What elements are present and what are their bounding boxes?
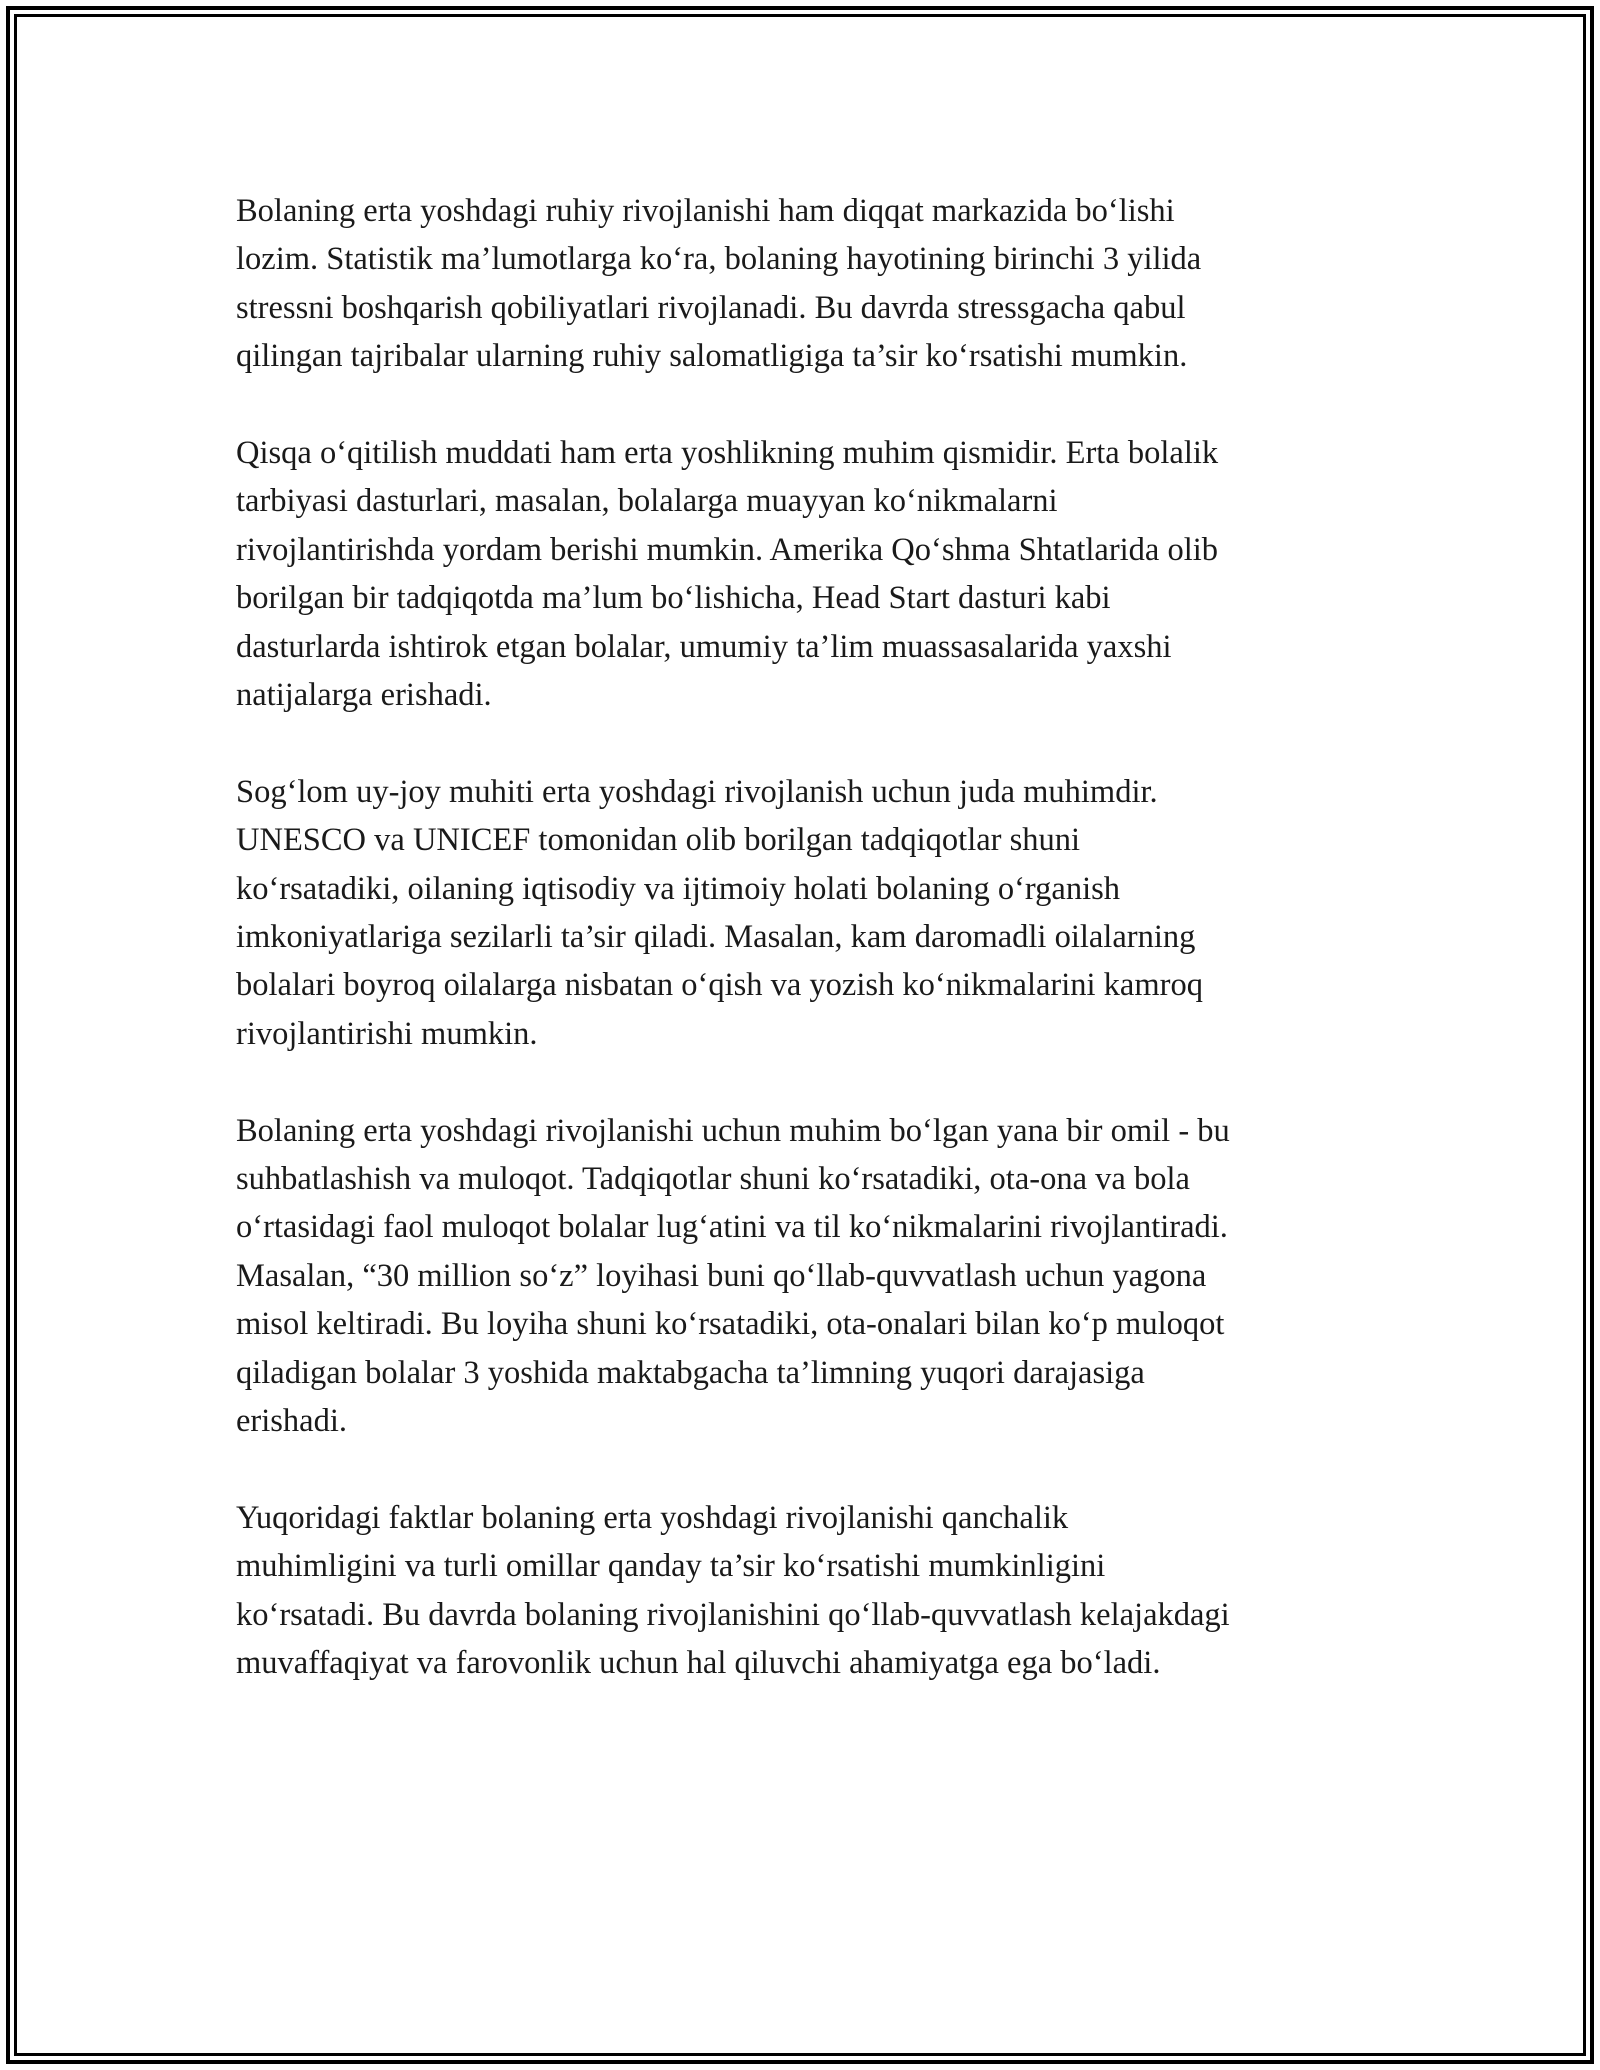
paragraph-5: Yuqoridagi faktlar bolaning erta yoshdagi rivojlanishi qanchalik muhimligini va turli omillar qanday ta’sir ko‘rsatishi mumkinligini ko‘rsatadi. Bu davrda bolaning rivojlanishini qo‘llab-quvvatlash kelajakdagi muvaffaqiyat va farovonlik uchun hal qiluvchi ahamiyatga ega bo‘ladi. (236, 1499, 1230, 1682)
paragraph-3: Sog‘lom uy-joy muhiti erta yoshdagi rivojlanish uchun juda muhimdir. UNESCO va UNICEF tomonidan olib borilgan tadqiqotlar shuni ko‘rsatadiki, oilaning iqtisodiy va ijtimoiy holati bolaning o‘rganish imkoniyatlariga sezilarli ta’sir qiladi. Masalan, kam daromadli oilalarning bolalari boyroq oilalarga nisbatan o‘qish va yozish ko‘nikmalarini kamroq rivojlantirishi mumkin. (236, 773, 1203, 1052)
paragraph-2: Qisqa o‘qitilish muddati ham erta yoshlikning muhim qismidir. Erta bolalik tarbiyasi dasturlari, masalan, bolalarga muayyan ko‘nikmalarni rivojlantirishda yordam berishi mumkin. Amerika Qo‘shma Shtatlarida olib borilgan bir tadqiqotda ma’lum bo‘lishicha, Head Start dasturi kabi dasturlarda ishtirok etgan bolalar, umumiy ta’lim muassasalarida yaxshi natijalarga erishadi. (236, 435, 1219, 714)
document-body (236, 187, 1366, 1736)
paragraph-4: Bolaning erta yoshdagi rivojlanishi uchun muhim bo‘lgan yana bir omil - bu suhbatlashish va muloqot. Tadqiqotlar shuni ko‘rsatadiki, ota-ona va bola o‘rtasidagi faol muloqot bolalar lug‘atini va til ko‘nikmalarini rivojlantiradi. Masalan, “30 million so‘z” loyihasi buni qo‘llab-quvvatlash uchun yagona misol keltiradi. Bu loyiha shuni ko‘rsatadiki, ota-onalari bilan ko‘p muloqot qiladigan bolalar 3 yoshida maktabgacha ta’limning yuqori darajasiga erishadi. (236, 1112, 1230, 1440)
paragraph-1: Bolaning erta yoshdagi ruhiy rivojlanishi ham diqqat markazida bo‘lishi lozim. Statistik ma’lumotlarga ko‘ra, bolaning hayotining birinchi 3 yilida stressni boshqarish qobiliyatlari rivojlanadi. Bu davrda stressgacha qabul qilingan tajribalar ularning ruhiy salomatligiga ta’sir ko‘rsatishi mumkin. (236, 193, 1202, 375)
